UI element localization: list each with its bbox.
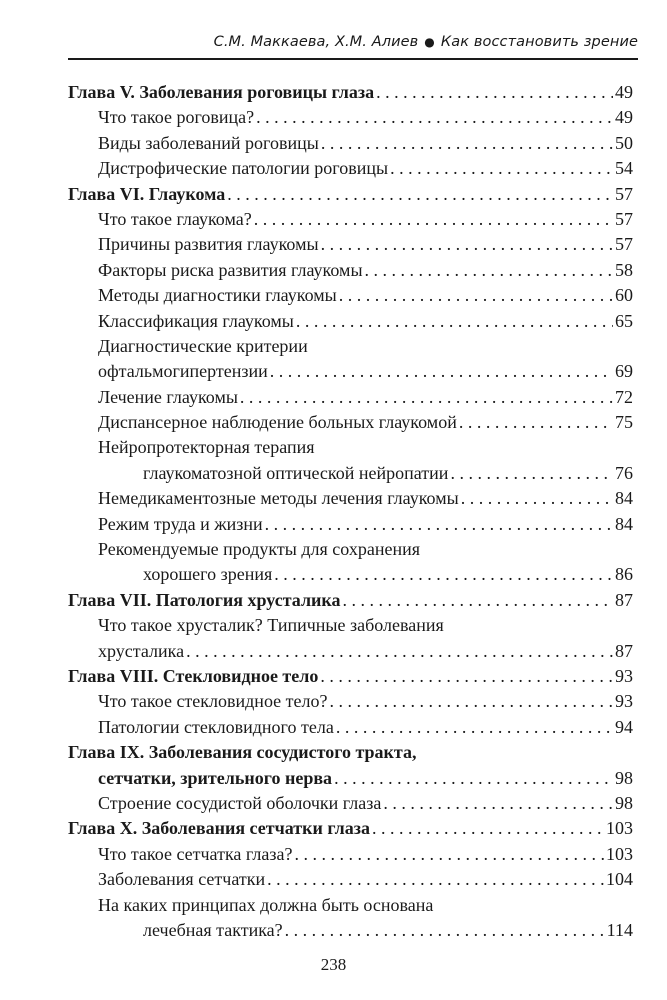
toc-section-entry bbox=[68, 893, 633, 918]
toc-entry-page: 49 bbox=[615, 107, 633, 128]
toc-entry-page: 94 bbox=[615, 716, 633, 737]
toc-entry-title: хрусталика bbox=[98, 640, 185, 661]
toc-entry-title: Что такое роговица? bbox=[98, 107, 255, 128]
toc-entry-title: Факторы риска развития глаукомы bbox=[98, 259, 363, 280]
dot-leader bbox=[285, 918, 605, 943]
toc-entry-title: хорошего зрения bbox=[143, 564, 273, 585]
toc-section-entry bbox=[68, 131, 633, 156]
toc-entry-title: Строение сосудистой оболочки глаза bbox=[98, 792, 382, 813]
toc-entry-title: Что такое глаукома? bbox=[98, 208, 252, 229]
header-authors: С.М. Маккаева, Х.М. Алиев bbox=[213, 34, 419, 50]
toc-entry-title: Диспансерное наблюдение больных глаукомой bbox=[98, 412, 457, 433]
toc-entry-title: Лечение глаукомы bbox=[98, 386, 238, 407]
dot-leader bbox=[339, 283, 613, 308]
dot-leader bbox=[343, 588, 613, 613]
dot-leader bbox=[321, 232, 613, 257]
toc-entry-page: 104 bbox=[606, 869, 633, 890]
toc-chapter-entry bbox=[68, 816, 633, 841]
toc-entry-title: Причины развития глаукомы bbox=[98, 234, 319, 255]
toc-entry-page: 98 bbox=[615, 792, 633, 813]
toc-entry-page: 93 bbox=[615, 665, 633, 686]
toc-entry-page: 86 bbox=[615, 564, 633, 585]
toc-entry-page: 65 bbox=[615, 310, 633, 331]
toc-entry-page: 114 bbox=[606, 919, 633, 940]
toc-entry-title: Что такое сетчатка глаза? bbox=[98, 843, 293, 864]
toc-section-entry bbox=[68, 283, 633, 308]
toc-section-entry bbox=[68, 435, 633, 460]
toc-section-entry bbox=[68, 359, 633, 384]
dot-leader bbox=[365, 258, 613, 283]
toc-chapter-entry bbox=[68, 80, 633, 105]
toc-entry-page: 57 bbox=[615, 208, 633, 229]
toc-entry-page: 49 bbox=[615, 82, 633, 102]
dot-leader bbox=[321, 131, 613, 156]
toc-section-entry bbox=[68, 105, 633, 130]
toc-chapter-entry bbox=[68, 740, 633, 765]
toc-entry-title: Заболевания сетчатки bbox=[98, 869, 266, 890]
dot-leader bbox=[390, 156, 613, 181]
toc-entry-page: 87 bbox=[615, 640, 633, 661]
toc-entry-title: Немедикаментозные методы лечения глаукомы bbox=[98, 488, 459, 509]
dot-leader bbox=[461, 486, 613, 511]
toc-entry-page: 50 bbox=[615, 132, 633, 153]
toc-entry-page: 87 bbox=[615, 589, 633, 610]
toc-entry-title: Виды заболеваний роговицы bbox=[98, 132, 319, 153]
toc-section-entry bbox=[68, 689, 633, 714]
dot-leader bbox=[450, 461, 613, 486]
dot-leader bbox=[296, 309, 613, 334]
toc-entry-page: 54 bbox=[615, 158, 633, 179]
toc-entry-title: Диагностические критерии bbox=[98, 335, 308, 356]
toc-section-entry bbox=[68, 715, 633, 740]
toc-entry-page: 103 bbox=[606, 843, 633, 864]
toc-section-entry bbox=[68, 613, 633, 638]
dot-leader bbox=[294, 842, 604, 867]
dot-leader bbox=[267, 867, 604, 892]
toc-entry-page: 58 bbox=[615, 259, 633, 280]
toc-entry-title: лечебная тактика? bbox=[143, 919, 283, 940]
toc-entry-title: Глава V. Заболевания роговицы глаза bbox=[68, 82, 375, 102]
toc-chapter-entry bbox=[68, 588, 633, 613]
toc-entry-page: 69 bbox=[615, 361, 633, 382]
toc-entry-page: 98 bbox=[615, 767, 633, 788]
dot-leader bbox=[265, 512, 613, 537]
toc-entry-title: Дистрофические патологии роговицы bbox=[98, 158, 389, 179]
toc-chapter-entry bbox=[68, 664, 633, 689]
toc-entry-page: 75 bbox=[615, 412, 633, 433]
toc-entry-title: Глава VIII. Стекловидное тело bbox=[68, 665, 319, 686]
toc-entry-title: Рекомендуемые продукты для сохранения bbox=[98, 539, 421, 560]
toc-entry-title: На каких принципах должна быть основана bbox=[98, 894, 434, 915]
toc-section-entry bbox=[68, 207, 633, 232]
dot-leader bbox=[227, 182, 613, 207]
dot-leader bbox=[186, 639, 613, 664]
toc-section-entry bbox=[68, 410, 633, 435]
dot-leader bbox=[372, 816, 604, 841]
toc-entry-page: 103 bbox=[606, 818, 633, 839]
toc-entry-title: Что такое стекловидное тело? bbox=[98, 691, 328, 712]
toc-entry-title: сетчатки, зрительного нерва bbox=[98, 767, 333, 788]
toc-entry-page: 57 bbox=[615, 183, 633, 204]
dot-leader bbox=[274, 562, 613, 587]
dot-leader bbox=[270, 359, 613, 384]
toc-chapter-entry bbox=[68, 766, 633, 791]
dot-leader bbox=[336, 715, 613, 740]
dot-leader bbox=[383, 791, 613, 816]
toc-entry-title: Глава IX. Заболевания сосудистого тракта, bbox=[68, 742, 417, 763]
header-separator: ● bbox=[424, 35, 435, 49]
toc-entry-title: Патологии стекловидного тела bbox=[98, 716, 334, 737]
toc-section-entry bbox=[68, 639, 633, 664]
dot-leader bbox=[334, 766, 613, 791]
dot-leader bbox=[376, 80, 613, 105]
toc-entry-title: Глава X. Заболевания сетчатки глаза bbox=[68, 818, 370, 839]
toc-entry-title: Глава VI. Глаукома bbox=[68, 183, 226, 204]
toc-entry-title: глаукоматозной оптической нейропатии bbox=[143, 462, 449, 483]
toc-section-entry bbox=[68, 512, 633, 537]
toc-entry-title: Нейропротекторная терапия bbox=[98, 437, 315, 458]
header-rule bbox=[68, 58, 638, 60]
dot-leader bbox=[320, 664, 613, 689]
toc-entry-title: Режим труда и жизни bbox=[98, 513, 263, 534]
toc-section-entry bbox=[68, 842, 633, 867]
toc-entry-page: 84 bbox=[615, 513, 633, 534]
toc-entry-page: 93 bbox=[615, 691, 633, 712]
toc-section-entry bbox=[68, 791, 633, 816]
toc-section-entry bbox=[68, 867, 633, 892]
toc-entry-page: 60 bbox=[615, 285, 633, 306]
toc-section-entry bbox=[68, 486, 633, 511]
toc-section-entry bbox=[68, 156, 633, 181]
toc-entry-title: Глава VII. Патология хрусталика bbox=[68, 589, 341, 610]
toc-entry-title: Что такое хрусталик? Типичные заболевания bbox=[98, 615, 444, 636]
toc-section-entry bbox=[68, 258, 633, 283]
toc-section-entry bbox=[68, 537, 633, 562]
toc-section-entry bbox=[68, 232, 633, 257]
table-of-contents bbox=[68, 80, 633, 943]
running-header bbox=[68, 34, 638, 50]
toc-section-entry bbox=[68, 461, 633, 486]
dot-leader bbox=[329, 689, 613, 714]
toc-entry-page: 72 bbox=[615, 386, 633, 407]
toc-section-entry bbox=[68, 385, 633, 410]
dot-leader bbox=[459, 410, 613, 435]
dot-leader bbox=[254, 207, 613, 232]
dot-leader bbox=[256, 105, 613, 130]
toc-entry-title: Классификация глаукомы bbox=[98, 310, 294, 331]
toc-section-entry bbox=[68, 918, 633, 943]
toc-entry-page: 84 bbox=[615, 488, 633, 509]
toc-entry-page: 57 bbox=[615, 234, 633, 255]
toc-chapter-entry bbox=[68, 182, 633, 207]
dot-leader bbox=[240, 385, 613, 410]
toc-entry-title: офтальмогипертензии bbox=[98, 361, 268, 382]
toc-entry-title: Методы диагностики глаукомы bbox=[98, 285, 337, 306]
toc-section-entry bbox=[68, 562, 633, 587]
page-number: 238 bbox=[320, 955, 347, 974]
toc-section-entry bbox=[68, 334, 633, 359]
header-book-title: Как восстановить зрение bbox=[440, 34, 638, 50]
toc-section-entry bbox=[68, 309, 633, 334]
toc-entry-page: 76 bbox=[615, 462, 633, 483]
